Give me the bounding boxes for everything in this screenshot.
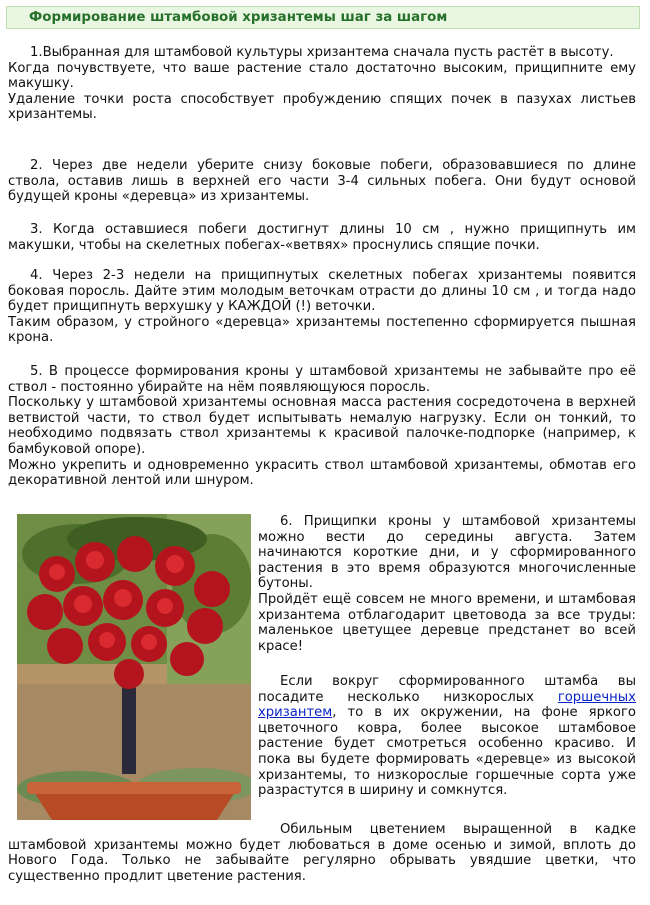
step-5 xyxy=(8,364,636,489)
step-5-decor: Можно укрепить и одновременно украсить ствол штамбовой хризантемы, обмотав его декоративной лентой или шнуром. xyxy=(8,457,636,489)
step-1 xyxy=(8,45,636,123)
closing-paragraph: Обильным цветением выращенной в кадке штамбовой хризантемы можно будет любоваться в доме осенью и зимой, вплоть до Нового Года. Только не забывайте регулярно обрывать увядшие цветки, что существенно продлит цветение растения. xyxy=(8,822,636,884)
step-7 xyxy=(258,674,636,799)
section-header xyxy=(6,6,640,29)
step-6-result: Пройдёт ещё совсем не много времени, и штамбовая хризантема отблагодарит цветовода за все труды: маленькое цветущее деревце предстанет во всей красе! xyxy=(258,591,636,654)
step-6 xyxy=(258,514,636,654)
step-4-text: 4. Через 2-3 недели на прищипнутых скелетных побегах хризантемы появится боковая поросль. Дайте этим молодым веточкам отрасти до длины 10 см , и тогда надо будет прищипнуть верхушку у КАЖДОЙ (!) веточки. xyxy=(8,268,636,315)
step-1-explain: Удаление точки роста способствует пробуждению спящих почек в пазухах листьев хризантемы. xyxy=(8,91,636,123)
potted-chrysanthemum-link[interactable]: горшечных хризантем xyxy=(258,689,636,721)
step-2: 2. Через две недели уберите снизу боковые побеги, образовавшиеся по длине ствола, оставив лишь в верхней его части 3-4 сильных побега. Они будут основой будущей кроны «деревца» из хризантемы. xyxy=(8,158,636,205)
chrysanthemum-tree-photo xyxy=(17,514,251,820)
step-4-result: Таким образом, у стройного «деревца» хризантемы постепенно сформируется пышная крона. xyxy=(8,314,636,346)
step-7-after: , то в их окружении, на фоне яркого цветочного ковра, более высокое штамбовое растение будет смотреться особенно красиво. И пока вы будете формировать «деревце» из высокой хризантемы, то низкорослые горшечные сорта уже разрастутся в ширину и сомкнутся. xyxy=(258,705,636,799)
step-5-support: Поскольку у штамбовой хризантемы основная масса растения сосредоточена в верхней ветвистой части, то ствол будет испытывать немалую нагрузку. Если он тонкий, то необходимо подвязать ствол хризантемы к красивой палочке-подпорке (например, к бамбуковой опоре). xyxy=(8,395,636,457)
step-6-text: 6. Прищипки кроны у штамбовой хризантемы можно вести до середины августа. Затем начинаются короткие дни, и у сформированного растения в это время образуются многочисленные бутоны. xyxy=(258,514,636,592)
step-4 xyxy=(8,268,636,346)
step-1-note: Когда почувствуете, что ваше растение стало достаточно высоким, прищипните ему макушку. xyxy=(8,60,636,92)
section-title: Формирование штамбовой хризантемы шаг за шагом xyxy=(29,10,448,25)
step-3: 3. Когда оставшиеся побеги достигнут длины 10 см , нужно прищипнуть им макушки, чтобы на скелетных побегах-«ветвях» проснулись спящие почки. xyxy=(8,222,636,253)
step-1-text: 1.Выбранная для штамбовой культуры хризантема сначала пусть растёт в высоту. xyxy=(30,45,614,60)
step-7-before: Если вокруг сформированного штамба вы посадите несколько низкорослых xyxy=(258,674,636,705)
step-5-text: 5. В процессе формирования кроны у штамбовой хризантемы не забывайте про её ствол - постоянно убирайте на нём появляющуюся поросль. xyxy=(8,364,636,395)
